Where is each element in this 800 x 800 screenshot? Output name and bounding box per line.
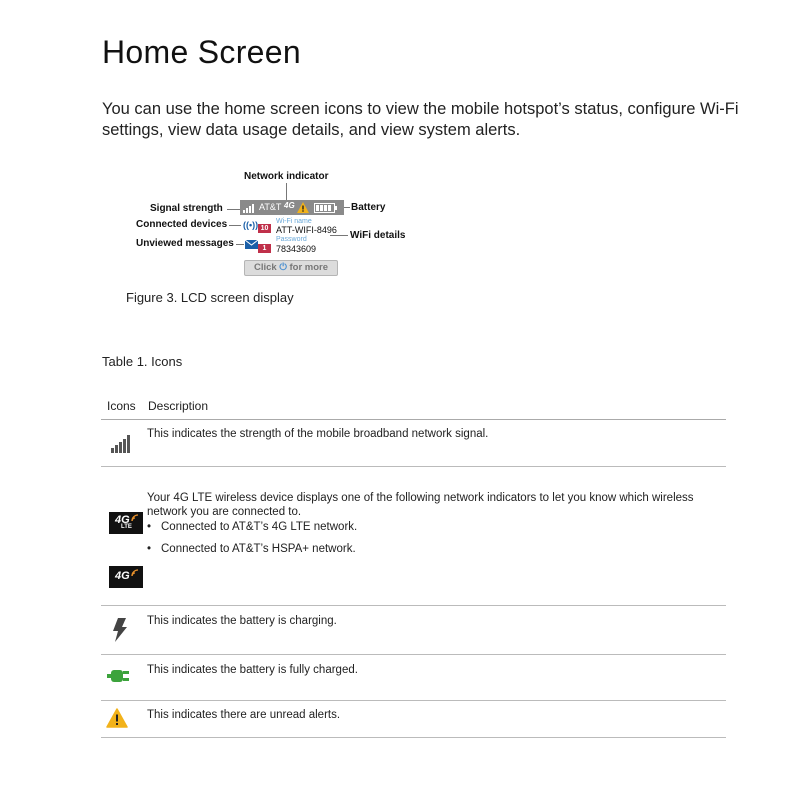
for-more-text: for more (289, 262, 329, 273)
network-description: Your 4G LTE wireless device displays one of the following network indicators to let you know which wireless network you are connected to. (147, 492, 694, 518)
icons-column-header: Icons (107, 399, 136, 413)
power-icon: ⏻ (279, 262, 287, 273)
connected-devices-line (229, 225, 241, 226)
wifi-name-value: ATT-WIFI-8496 (276, 225, 337, 235)
password-label: Password (276, 236, 307, 243)
network-indicator-label: Network indicator (244, 171, 329, 182)
4g-lte-icon: 4G LTE (109, 512, 143, 534)
row-description: This indicates the battery is fully charged. (147, 664, 358, 676)
alert-mini-icon (297, 202, 309, 213)
message-count-badge: 1 (258, 244, 271, 253)
battery-charging-icon (112, 618, 128, 642)
unviewed-messages-label: Unviewed messages (136, 238, 234, 249)
battery-label: Battery (351, 202, 386, 213)
4g-hspa-icon: 4G (109, 566, 143, 588)
alert-icon (106, 708, 128, 728)
icons-table (101, 395, 726, 738)
signal-strength-line (227, 209, 240, 210)
table-row (101, 606, 726, 655)
wifi-details-line (330, 235, 348, 236)
figure-caption: Figure 3. LCD screen display (126, 290, 294, 305)
wifi-name-label: Wi-Fi name (276, 218, 312, 225)
table-caption: Table 1. Icons (102, 354, 183, 369)
envelope-icon (245, 240, 258, 249)
row-description (147, 491, 722, 556)
battery-mini-icon (314, 203, 338, 213)
page-title: Home Screen (102, 34, 301, 70)
password-value: 78343609 (276, 244, 317, 254)
intro-paragraph: You can use the home screen icons to view the mobile hotspot’s status, configure Wi-Fi settings, view data usage details, and view system alerts. (102, 100, 739, 139)
click-text: Click (253, 262, 277, 273)
signal-bars-icon (243, 203, 257, 213)
table-row (101, 420, 726, 467)
unviewed-messages-line (236, 244, 244, 245)
battery-line (344, 207, 350, 208)
row-description: This indicates there are unread alerts. (147, 709, 341, 721)
wifi-details-label: WiFi details (350, 230, 406, 241)
4g-mini-icon: 4G (284, 201, 295, 210)
table-header (101, 395, 726, 420)
row-description: This indicates the strength of the mobile broadband network signal. (147, 428, 489, 440)
wifi-broadcast-icon: ((•)) (243, 220, 259, 230)
bullet-item: • Connected to AT&T’s 4G LTE network. (147, 520, 722, 534)
battery-full-plug-icon (107, 667, 131, 685)
signal-strength-label: Signal strength (150, 203, 223, 214)
carrier-name: AT&T (259, 202, 282, 212)
table-row (101, 655, 726, 701)
click-for-more-button[interactable] (244, 260, 338, 276)
network-bullet-list (147, 520, 722, 556)
connected-devices-label: Connected devices (136, 219, 228, 230)
lcd-screen-figure (130, 166, 430, 280)
row-description: This indicates the battery is charging. (147, 615, 337, 627)
connected-count-badge: 10 (258, 224, 271, 233)
signal-strength-icon (111, 434, 131, 454)
table-row (101, 701, 726, 738)
bullet-item: • Connected to AT&T’s HSPA+ network. (147, 542, 722, 556)
network-indicator-line (286, 183, 287, 201)
description-column-header: Description (148, 399, 209, 413)
table-row (101, 467, 726, 606)
lcd-status-bar (240, 200, 344, 215)
